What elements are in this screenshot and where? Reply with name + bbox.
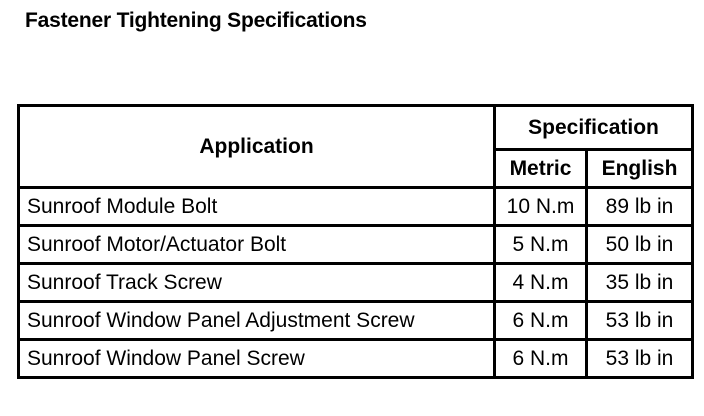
english-cell: 50 lb in — [587, 226, 693, 264]
metric-cell: 10 N.m — [495, 188, 587, 226]
metric-cell: 6 N.m — [495, 340, 587, 378]
fastener-spec-table — [17, 104, 694, 379]
metric-column-header: Metric — [495, 150, 587, 188]
table-row — [19, 302, 693, 340]
page-title: Fastener Tightening Specifications — [25, 9, 367, 32]
application-cell: Sunroof Window Panel Screw — [19, 340, 495, 378]
metric-cell: 6 N.m — [495, 302, 587, 340]
english-cell: 53 lb in — [587, 302, 693, 340]
specification-column-header: Specification — [495, 106, 693, 150]
application-column-header: Application — [19, 106, 495, 188]
metric-cell: 4 N.m — [495, 264, 587, 302]
metric-cell: 5 N.m — [495, 226, 587, 264]
application-cell: Sunroof Module Bolt — [19, 188, 495, 226]
application-cell: Sunroof Window Panel Adjustment Screw — [19, 302, 495, 340]
english-cell: 89 lb in — [587, 188, 693, 226]
application-cell: Sunroof Track Screw — [19, 264, 495, 302]
english-cell: 35 lb in — [587, 264, 693, 302]
english-cell: 53 lb in — [587, 340, 693, 378]
table-row — [19, 188, 693, 226]
application-cell: Sunroof Motor/Actuator Bolt — [19, 226, 495, 264]
table-row — [19, 264, 693, 302]
english-column-header: English — [587, 150, 693, 188]
table-row — [19, 226, 693, 264]
table-row — [19, 340, 693, 378]
